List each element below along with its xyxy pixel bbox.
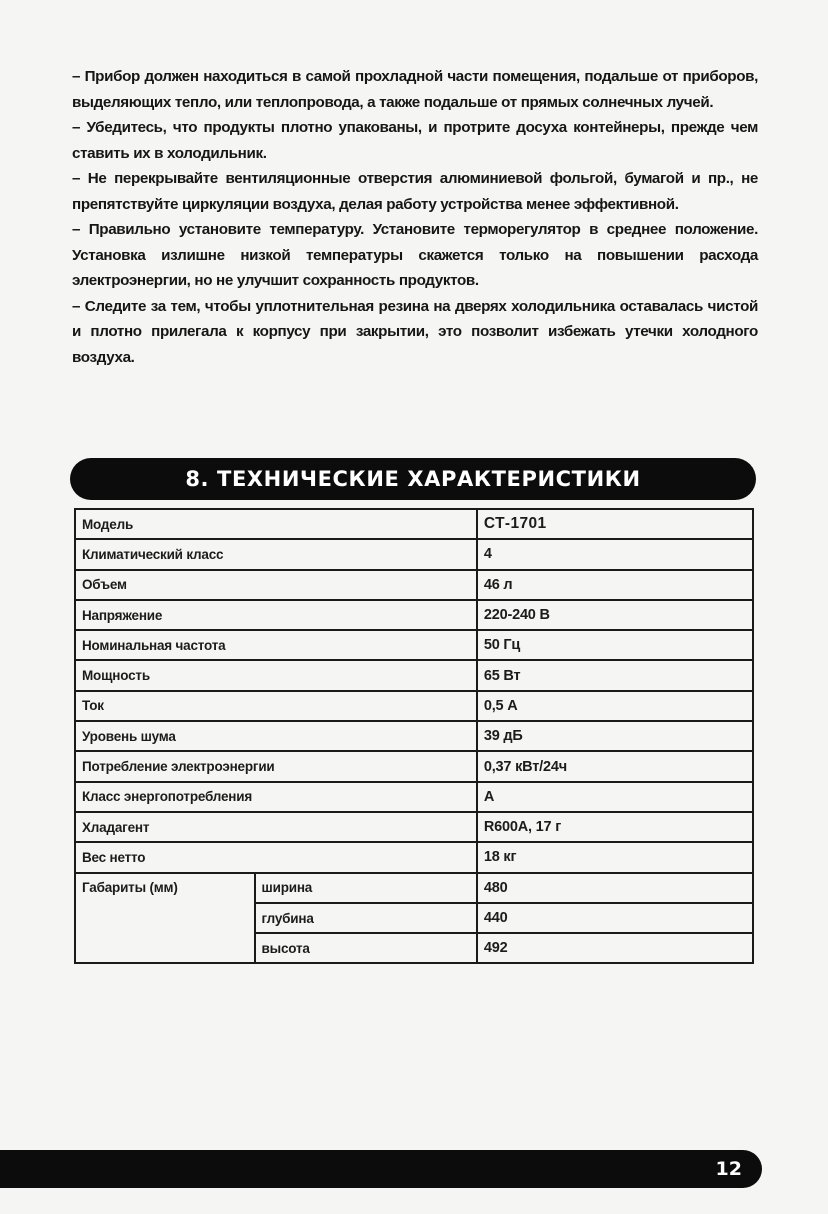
- spec-label: Напряжение: [75, 600, 477, 630]
- spec-value: 492: [477, 933, 753, 963]
- table-row: [75, 660, 753, 690]
- dimension-sublabel: высота: [255, 933, 477, 963]
- table-row: [75, 539, 753, 569]
- spec-value: 220-240 В: [477, 600, 753, 630]
- spec-label: Мощность: [75, 660, 477, 690]
- table-row: [75, 812, 753, 842]
- spec-value: R600A, 17 г: [477, 812, 753, 842]
- table-row: [75, 630, 753, 660]
- spec-label: Модель: [75, 509, 477, 539]
- paragraph: – Не перекрывайте вентиляционные отверстия алюминиевой фольгой, бумагой и пр., не препятствуйте циркуляции воздуха, делая работу устройства менее эффективной.: [72, 170, 758, 213]
- spec-value: 440: [477, 903, 753, 933]
- page-number: 12: [715, 1158, 742, 1180]
- paragraph: – Прибор должен находиться в самой прохладной части помещения, подальше от приборов, выделяющих тепло, или теплопровода, а также подальше от прямых солнечных лучей.: [72, 68, 758, 111]
- dimensions-label: Габариты (мм): [75, 873, 255, 964]
- spec-value: 50 Гц: [477, 630, 753, 660]
- spec-label: Потребление электроэнергии: [75, 751, 477, 781]
- spec-label: Номинальная частота: [75, 630, 477, 660]
- paragraph: – Следите за тем, чтобы уплотнительная резина на дверях холодильника оставалась чистой и плотно прилегала к корпусу при закрытии, это позволит избежать утечки холодного воздуха.: [72, 297, 758, 366]
- spec-label: Ток: [75, 691, 477, 721]
- table-row: [75, 751, 753, 781]
- table-row: [75, 600, 753, 630]
- spec-label: Объем: [75, 570, 477, 600]
- spec-value: 0,37 кВт/24ч: [477, 751, 753, 781]
- spec-value: 480: [477, 873, 753, 903]
- spec-label: Климатический класс: [75, 539, 477, 569]
- spec-value: 46 л: [477, 570, 753, 600]
- spec-value: СТ-1701: [477, 509, 753, 539]
- table-row: [75, 691, 753, 721]
- spec-value: 65 Вт: [477, 660, 753, 690]
- table-row: [75, 721, 753, 751]
- spec-value: А: [477, 782, 753, 812]
- dimension-sublabel: глубина: [255, 903, 477, 933]
- spec-value: 39 дБ: [477, 721, 753, 751]
- table-row: [75, 842, 753, 872]
- spec-value: 18 кг: [477, 842, 753, 872]
- footer-bar: [0, 1150, 762, 1188]
- spec-value: 4: [477, 539, 753, 569]
- table-row: [75, 782, 753, 812]
- dimension-sublabel: ширина: [255, 873, 477, 903]
- spec-label: Уровень шума: [75, 721, 477, 751]
- paragraph: – Убедитесь, что продукты плотно упакованы, и протрите досуха контейнеры, прежде чем ставить их в холодильник.: [72, 119, 758, 162]
- spec-label: Хладагент: [75, 812, 477, 842]
- paragraph: – Правильно установите температуру. Установите терморегулятор в среднее положение. Установка излишне низкой температуры скажется только на повышении расхода электроэнергии, но не улучшит сохранность продуктов.: [72, 221, 758, 289]
- spec-value: 0,5 А: [477, 691, 753, 721]
- table-row: [75, 873, 753, 903]
- specs-table: [74, 508, 754, 964]
- body-text: [72, 64, 758, 370]
- spec-label: Класс энергопотребления: [75, 782, 477, 812]
- table-row: [75, 509, 753, 539]
- spec-label: Вес нетто: [75, 842, 477, 872]
- section-title: 8. ТЕХНИЧЕСКИЕ ХАРАКТЕРИСТИКИ: [70, 458, 756, 500]
- table-row: [75, 570, 753, 600]
